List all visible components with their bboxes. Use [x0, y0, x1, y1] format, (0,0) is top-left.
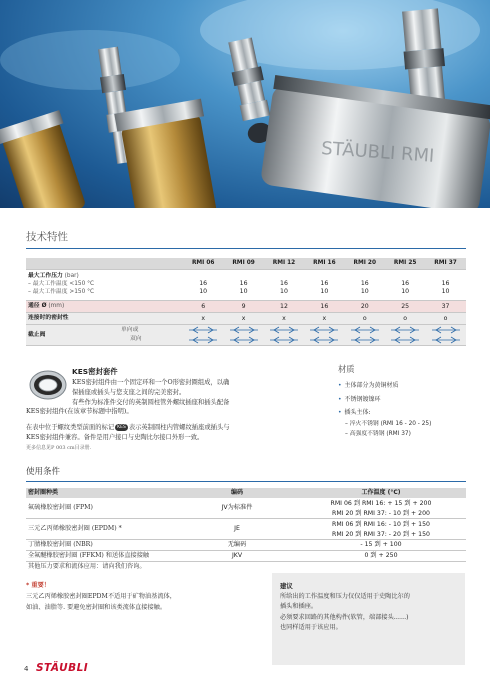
kes-seal-ring-icon [28, 365, 68, 403]
materials-subitem: – 高强度不锈钢 (RMI 37) [345, 431, 411, 437]
valve-symbol-icon [385, 325, 425, 345]
pressure-v2: 10 [441, 288, 450, 295]
col-rmi16: RMI 16 [313, 260, 336, 266]
seal-value: o [403, 315, 408, 322]
kes-para1-line3: 有些作为标准件交付的英制圆柱管外螺纹插座和插头配备 [72, 399, 230, 406]
diameter-label: 通径 Ø [28, 303, 47, 309]
pressure-sub2: – 最大工作温度 >150 °C [28, 289, 95, 295]
table-row: 三元乙丙烯橡胶密封圈 (EPDM) * JE RMI 06 到 RMI 16: - 10 到 + 150 RMI 20 到 RMI 37: - 20 到 + 150 [26, 519, 466, 540]
kes-para2-line1 [26, 423, 230, 433]
section-rule [26, 248, 466, 249]
valve-symbol-icon [345, 325, 385, 345]
valve-symbol-icon [425, 325, 465, 345]
kes-para2-line2: KES密封组件兼容。备件是用户接口与史陶比尔接口外形一致。 [26, 434, 204, 441]
pressure-v2: 10 [199, 288, 208, 295]
important-line1: 三元乙丙烯橡胶密封圈EPDM不适用于矿物油基流体， [26, 593, 176, 600]
important-line2: 如油、油脂等. 要避免密封圈和该类流体直接接触。 [26, 604, 167, 611]
pressure-v1: 16 [199, 280, 208, 287]
col-rmi25: RMI 25 [393, 260, 417, 266]
usage-header-seal: 密封圈种类 [28, 489, 59, 496]
advice-line4: 也同样适用于该应用。 [280, 624, 342, 632]
materials-list [338, 381, 478, 440]
kes-title: KES密封套件 [72, 367, 118, 376]
diameter-value: 9 [241, 303, 246, 310]
usage-table-header [26, 488, 466, 498]
kes-para1-line4: KES密封组件(在该章节标题中指明)。 [26, 408, 133, 415]
valve-symbol-icon [223, 325, 263, 345]
usage-header-temp: 工作温度 (°C) [361, 489, 401, 496]
valve-symbol-icon [264, 325, 304, 345]
tech-table [26, 258, 466, 346]
bullet-icon: • [338, 395, 342, 403]
page-number: 4 [24, 665, 29, 673]
diameter-unit: (mm) [48, 303, 65, 309]
seal-value: x [201, 315, 206, 322]
shutoff-single-label: 单向或 [121, 327, 139, 333]
pressure-row [26, 269, 466, 300]
seal-value: o [362, 315, 367, 322]
col-rmi12: RMI 12 [272, 260, 296, 266]
pressure-v2: 10 [401, 288, 410, 295]
hero-photo [0, 0, 490, 208]
seal-value: x [241, 315, 246, 322]
important-title: * 重要！ [26, 582, 50, 589]
bullet-icon: • [338, 382, 342, 389]
kes-para2-line1b: 表示英制圆柱内管螺纹插座或插头与 [128, 424, 230, 431]
shutoff-row [26, 324, 466, 346]
important-note [26, 580, 246, 613]
col-rmi06: RMI 06 [191, 260, 215, 266]
tech-section-title: 技术特性 [26, 231, 68, 243]
diameter-value: 20 [360, 303, 369, 310]
seal-row [26, 312, 466, 324]
usage-table [26, 488, 466, 572]
hero-illustration [0, 0, 490, 208]
materials-item: • 主体部分为黄铜材质 [338, 382, 399, 389]
advice-line1: 所给出的工作温度和压力仅仅适用于史陶比尔的 [280, 592, 410, 600]
tech-table-header [26, 258, 466, 269]
pressure-v1: 16 [360, 280, 369, 287]
materials-subitem: – 淬火不锈钢 (RMI 16 - 20 - 25) [345, 420, 432, 427]
col-rmi09: RMI 09 [232, 260, 255, 266]
table-row: 全氟醚橡胶密封圈 (FFKM) 和送体直接接触 JKV 0 到 + 250 [26, 551, 466, 562]
advice-line2: 插头和插座。 [280, 603, 318, 611]
seal-value: x [282, 315, 286, 322]
pressure-label: 最大工作压力 [28, 273, 63, 279]
materials-item: • 插头主体: [338, 409, 371, 416]
advice-title: 建议 [280, 582, 293, 590]
pressure-v1: 16 [280, 280, 288, 287]
kes-para2-line3: 更多信息见P 003 cm目录册. [26, 445, 92, 451]
pressure-v2: 10 [280, 288, 288, 295]
diameter-value: 12 [280, 303, 288, 310]
valve-symbol-icon [183, 325, 223, 345]
diameter-row [26, 300, 466, 312]
pressure-v1: 16 [401, 280, 410, 287]
pressure-v2: 10 [360, 288, 369, 295]
usage-section-title: 使用条件 [26, 467, 61, 477]
diameter-value: 16 [320, 303, 329, 310]
usage-footnote: 其他压力要求和流体应用：请向我们咨询。 [28, 563, 146, 570]
pressure-v2: 10 [239, 288, 248, 295]
col-rmi37: RMI 37 [434, 260, 457, 266]
usage-header-code: 编码 [230, 489, 243, 496]
seal-value: o [443, 315, 448, 322]
valve-symbol-icon [304, 325, 344, 345]
diameter-value: 37 [441, 303, 450, 310]
materials-item: • 不锈钢镀镍环 [338, 395, 381, 403]
kes-para1-line2: 保插座或插头与您支座之间的完美密封。 [72, 389, 186, 396]
pressure-sub1: – 最大工作温度 <150 °C [28, 281, 95, 287]
diameter-value: 6 [201, 303, 206, 310]
kes-badge: KES [117, 425, 126, 430]
table-row: 氟硫橡胶密封圈 (FPM) JV为标准件 RMI 06 到 RMI 16: + 15 到 + 200 RMI 20 到 RMI 37: - 10 到 + 200 [26, 498, 466, 519]
pressure-v1: 16 [320, 280, 329, 287]
bullet-icon: • [338, 409, 342, 416]
shutoff-label: 截止阀 [28, 332, 46, 338]
seal-value: x [322, 315, 327, 322]
staubli-logo: STÄUBLI [36, 662, 89, 674]
pressure-unit: (bar) [64, 273, 79, 279]
seal-label: 连接时的密封性 [28, 315, 69, 321]
pressure-v1: 16 [441, 280, 450, 287]
advice-box [272, 573, 465, 665]
col-rmi20: RMI 20 [353, 260, 376, 266]
engraving-text: STÄUBLI RMI [320, 137, 435, 167]
table-row: 丁腈橡胶密封圈 (NBR) 无编码 - 15 到 + 100 [26, 540, 466, 551]
advice-line3: 必须要求回路的其他构件(软管，端部接头……) [280, 613, 409, 621]
shutoff-double-label: 双向 [130, 336, 142, 342]
diameter-value: 25 [401, 303, 410, 310]
pressure-v1: 16 [239, 280, 248, 287]
pressure-v2: 10 [320, 288, 329, 295]
kes-para1-line1: KES密封组件由一个固定环和一个O形密封圈组成，以确 [72, 379, 230, 386]
materials-title: 材质 [338, 364, 355, 374]
kes-para2-line1a: 在表中位于螺纹类型前面的标记 [26, 424, 115, 431]
section-rule [26, 481, 466, 482]
